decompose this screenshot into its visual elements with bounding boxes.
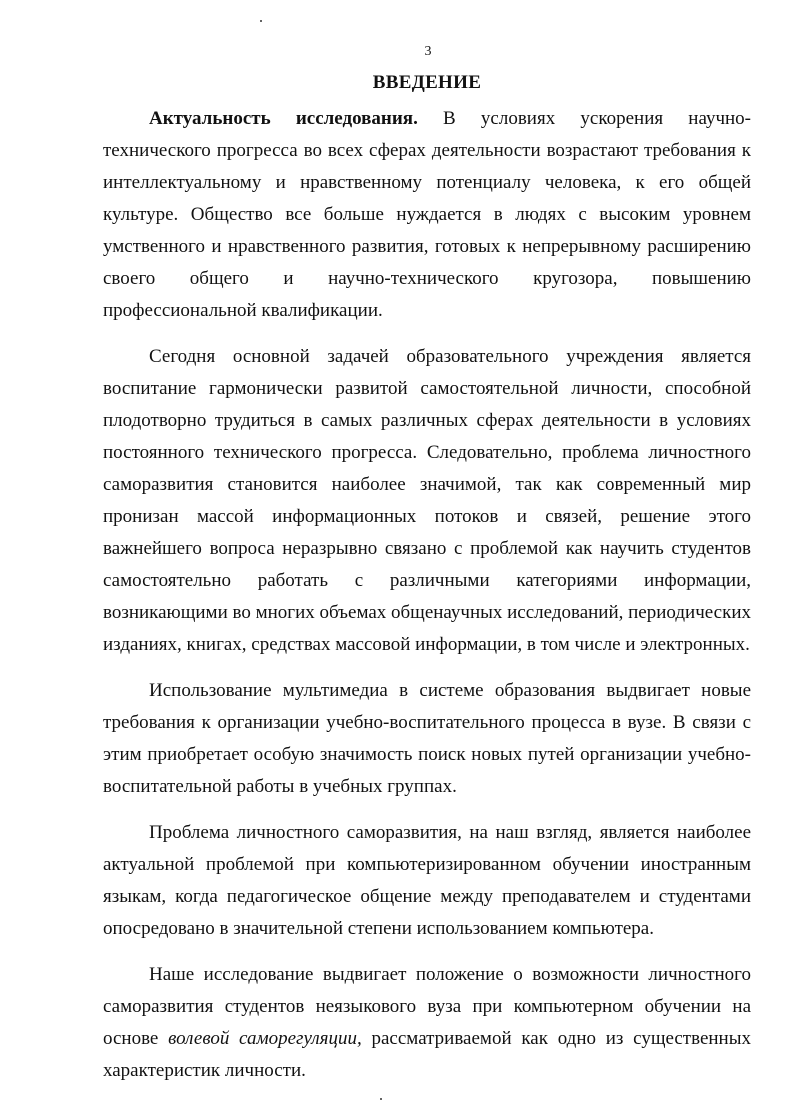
paragraph [103, 675, 751, 803]
section-heading: ВВЕДЕНИЕ [372, 72, 482, 93]
page-number: 3 [424, 44, 432, 59]
paragraph [103, 959, 751, 1087]
scan-speck [260, 20, 262, 22]
paragraph-text: Сегодня основной задачей образовательного учреждения является воспитание гармонически развитой самостоятельной личности, способной плодотворно трудиться в самых различных сферах деятельности в условиях постоянного технического прогресса. Следовательно, проблема личностного саморазвития становится наиболее значимой, так как современный мир пронизан массой информационных потоков и связей, решение этого важнейшего вопроса неразрывно связано с проблемой как научить студентов самостоятельно работать с различными категориями информации, возникающими во многих объемах общенаучных исследований, периодических изданиях, книгах, средствах массовой информации, в том числе и электронных. [103, 346, 751, 655]
paragraph-text: Проблема личностного саморазвития, на наш взгляд, является наиболее актуальной проблемой при компьютеризированном обучении иностранным языкам, когда педагогическое общение между преподавателем и студентами опосредовано в значительной степени использованием компьютера. [103, 822, 751, 939]
paragraph-text: рассматриваемой как одно из существенных характеристик личности. [103, 1028, 751, 1081]
paragraph-relevance [103, 103, 751, 327]
paragraph-text: Наше исследование выдвигает положение о возможности личностного саморазвития студентов неязыкового вуза при компьютерном обучении на основе [103, 964, 751, 1049]
paragraph [103, 341, 751, 661]
relevance-lead: Актуальность исследования. [149, 108, 418, 129]
paragraph-text: В условиях ускорения научно-технического прогресса во всех сферах деятельности возрастают требования к интеллектуальному и нравственному потенциалу человека, к его общей культуре. Общество все больше нуждается в людях с высоким уровнем умственного и нравственного развития, готовых к непрерывному расширению своего общего и научно-технического кругозора, повышению профессиональной квалификации. [103, 108, 751, 321]
paragraph [103, 817, 751, 945]
body-text [103, 103, 751, 1101]
italic-term: волевой саморегуляции, [168, 1028, 362, 1049]
paragraph-text: Использование мультимедиа в системе образования выдвигает новые требования к организации учебно-воспитательного процесса в вузе. В связи с этим приобретает особую значимость поиск новых путей организации учебно-воспитательной работы в учебных группах. [103, 680, 751, 797]
